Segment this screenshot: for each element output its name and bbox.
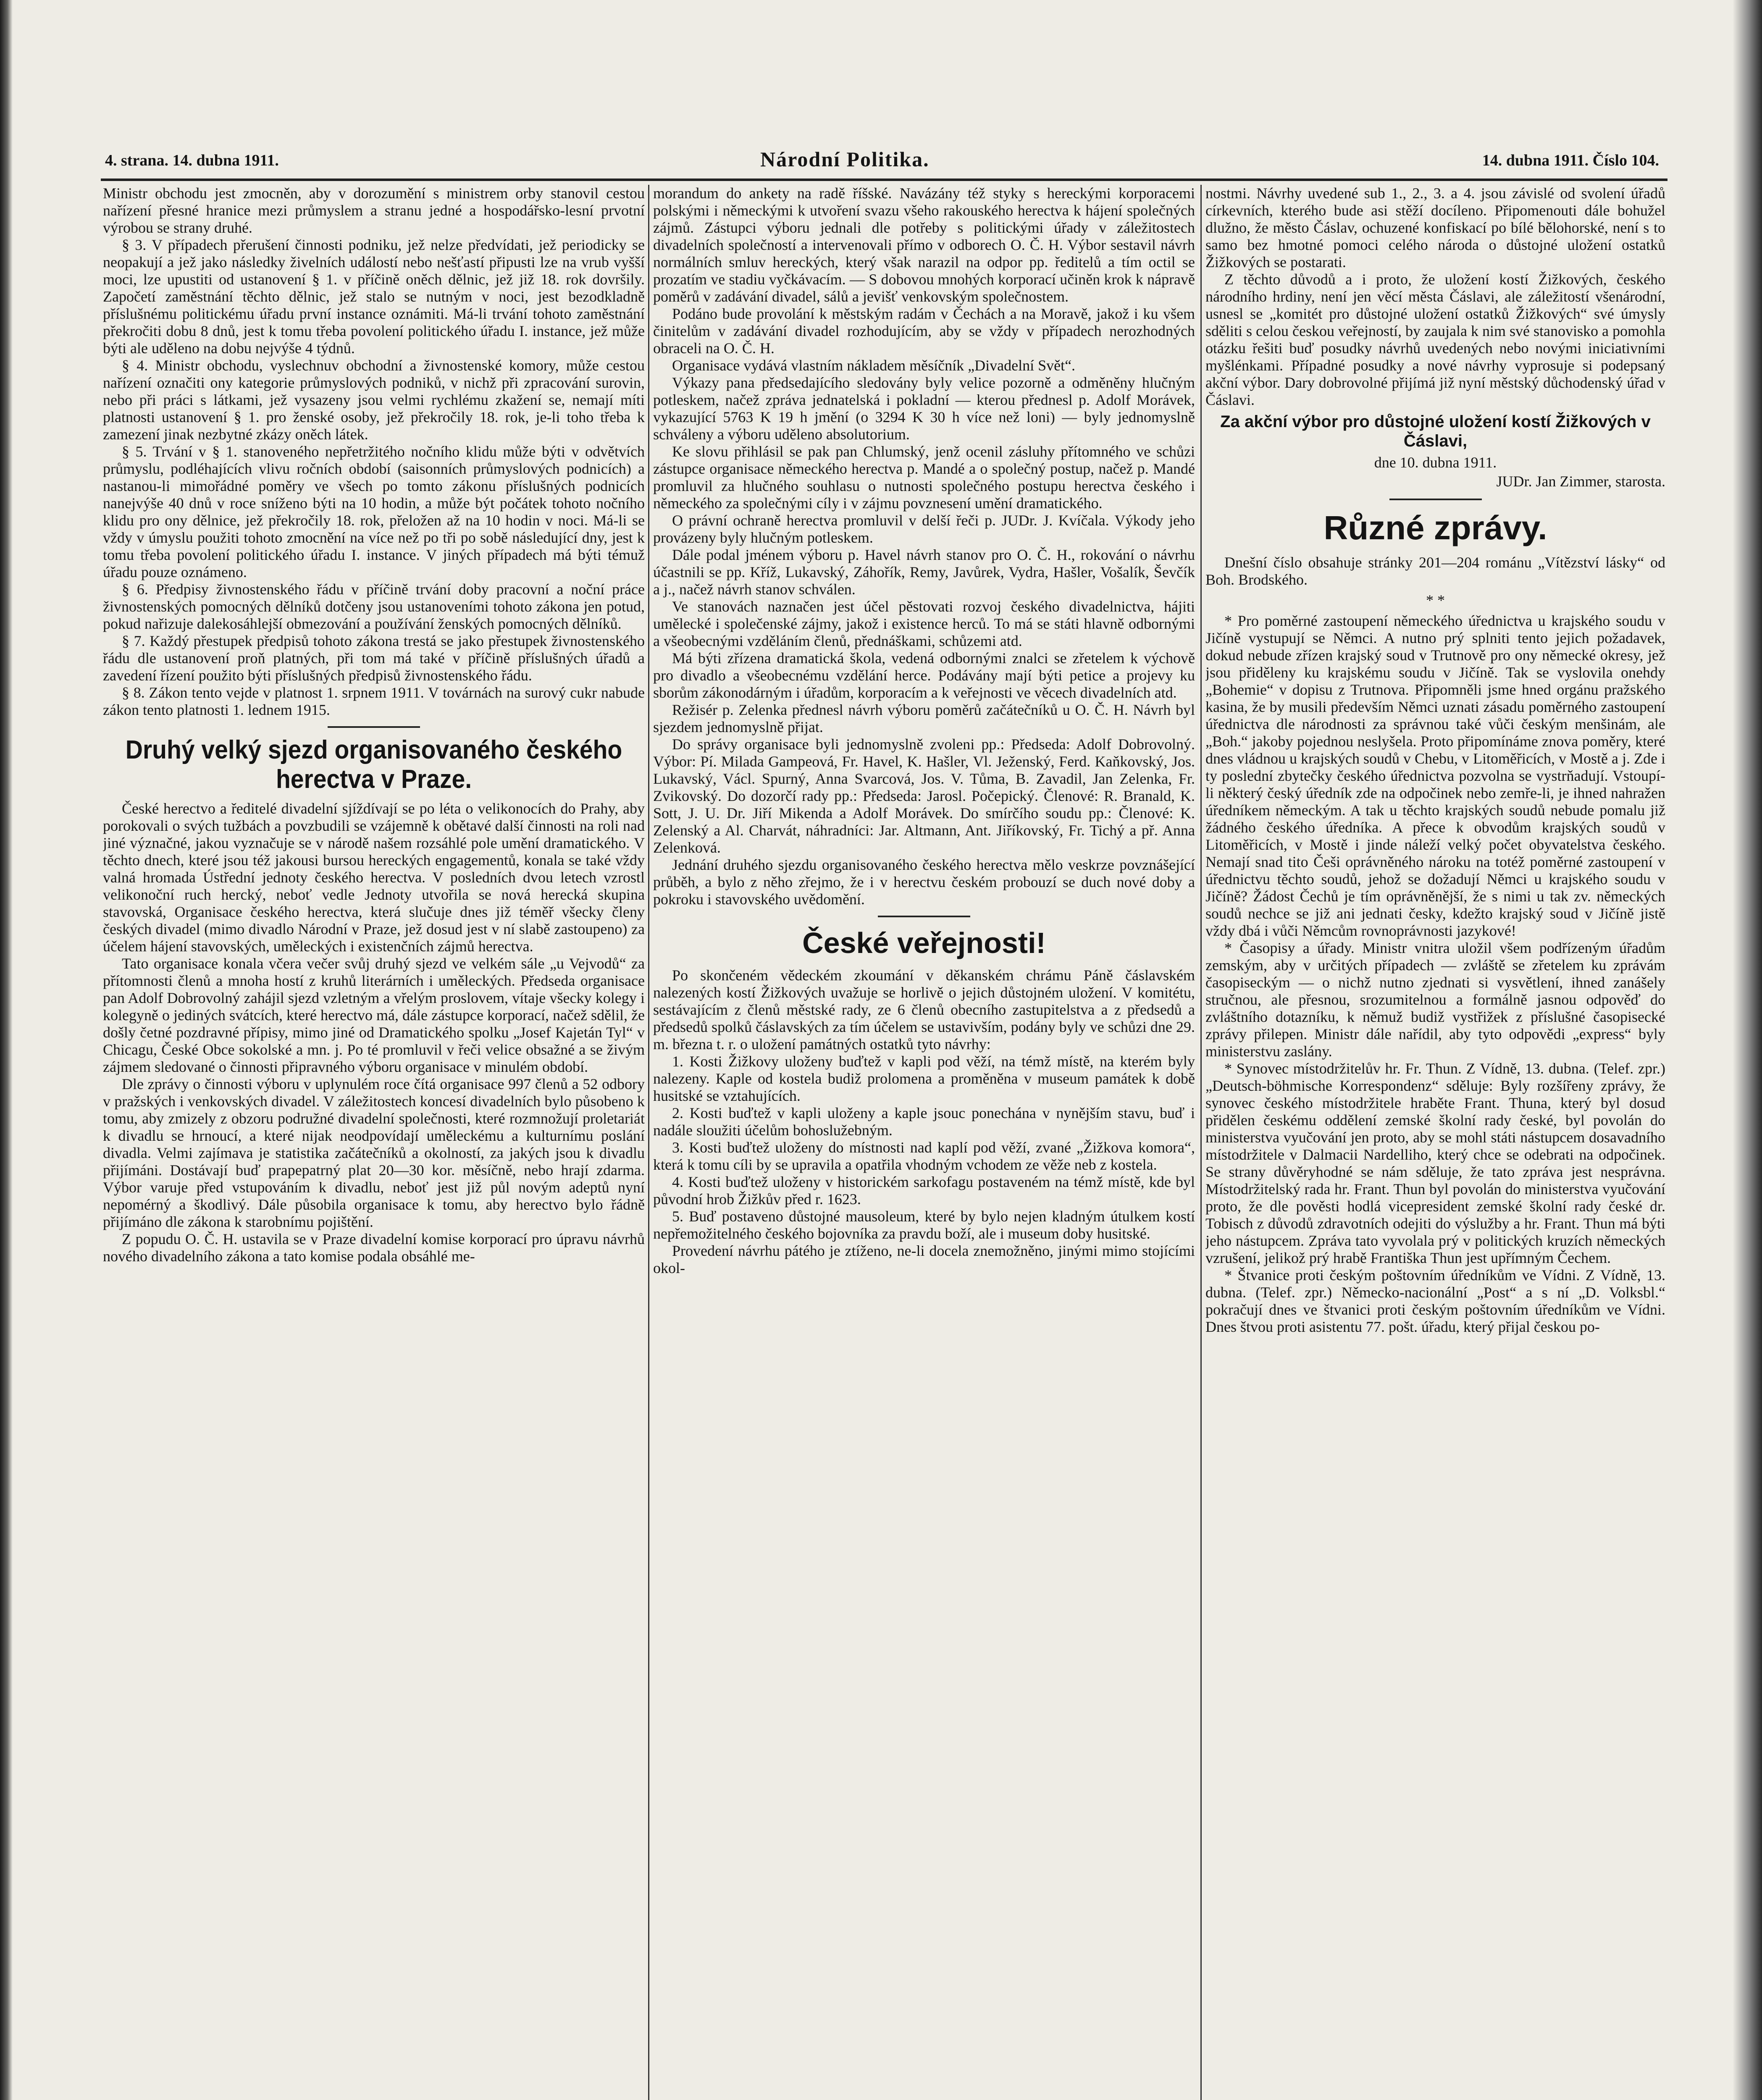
paragraph: Do správy organisace byli jednomyslně zvoleni pp.: Předseda: Adolf Dobrovolný. Výbor: Pí. Milada Gampeová, Fr. Havel, K. Hašler, Vl. Ježenský, Ferd. Kaňkovský, Jos. Lukavský, Václ. Spurný, Anna Svarcová, Jos. V. Tůma, B. Zavadil, Jan Zelenka, Fr. Zvikovský. Do dozorčí rady pp.: Předseda: Jarosl. Počepický. Členové: R. Branald, K. Sott, J. U. Dr. Jiří Mikenda a Adolf Morávek. Do smírčího soudu pp.: Členové: K. Zelenský a Al. Charvát, náhradníci: Jar. Altmann, Ant. Jiříkovský, Fr. Tichý a př. Anna Zelenková. [653, 736, 1195, 856]
paragraph: Z popudu O. Č. H. ustavila se v Praze divadelní komise korporací pro úpravu návrhů nového divadelního zákona a tato komise podala obsáhlé me- [103, 1231, 645, 1265]
appeal-date: dne 10. dubna 1911. [1374, 454, 1497, 471]
paragraph: Má býti zřízena dramatická škola, vedená odbornými znalci se zřetelem k výchově pro divadlo a všeobecnému vzdělání herce. Podávány mají býti petice a projevy ku sborům zákonodárným i úřadům, korporacím a k veřejnosti ve věcech divadelních atd. [653, 650, 1195, 701]
section-divider [878, 916, 970, 917]
news-item: * Štvanice proti českým poštovním úředníkům ve Vídni. Z Vídně, 13. dubna. (Telef. zpr.) Německo-nacionální „Post“ a s ní „D. Volksbl.“ pokračují dnes ve štvanici proti českým poštovním úředníkům ve Vídni. Dnes štvou proti asistentu 77. pošt. úřadu, který přijal českou po- [1205, 1267, 1665, 1335]
paragraph: 4. Kosti buďtež uloženy v historickém sarkofagu postaveném na témž místě, kde byl původní hrob Žižkův před r. 1623. [653, 1173, 1195, 1208]
section-divider [1389, 499, 1482, 500]
header-page-date: 4. strana. 14. dubna 1911. [105, 152, 279, 169]
paragraph: Ve stanovách naznačen jest účel pěstovati rozvoj českého divadelnictva, hájiti umělecké i společenské zájmy, jakož i existence herců. To má se státi hlavně odbornými a všeobecnými vzděláním členů, přednáškami, schůzemi atd. [653, 598, 1195, 649]
scan-edge-right [1733, 0, 1762, 2100]
paragraph: Dnešní číslo obsahuje stránky 201—204 románu „Vítězství lásky“ od Boh. Brodského. [1205, 554, 1665, 588]
committee-appeal: Za akční výbor pro důstojné uložení kostí Žižkových v Čáslavi, [1220, 412, 1651, 450]
news-item: * Pro poměrné zastoupení německého úřednictva u krajského soudu v Jičíně vystupují se Němci. A nutno prý splniti tento jejich požadavek, dokud nebude zřízen krajský soud v Trutnově pro ony německé okresy, jež jsou přiděleny ku krajskému soudu v Jičíně. Tak se vyslovila onehdy „Bohemie“ v dopisu z Trutnova. Připomněli jsme hned orgánu pražského kasina, že by musili především Němci uznati zásadu poměrného zastoupení úřednictva dle národnosti za správnou také vůči českým menšinám, ale „Boh.“ jakoby pojednou neslyšela. Proto připomínáme znova poměry, které dnes vládnou u krajských soudů v Chebu, v Litoměřicích, v Mostě a j. Zde i ty poslední zbytečky českého úřednictva pozvolna se vystrňadují. Vstoupí-li některý český úředník zde na odpočinek nebo zemře-li, je ihned nahražen úředníkem německým. A tak u těchto krajských soudů nebude pomalu již žádného českého úředníka. A přece k obvodům krajských soudů v Litoměřicích, v Mostě i jinde náleží velký počet obyvatelstva českého. Nemají snad tito Češi oprávněného nároku na totéž poměrné zastoupení v úřednictvu těchto soudů, jehož se dožadují Němci u krajského soudu v Jičíně? Žádost Čechů je tím oprávněnější, že s nimi u tak zv. německých soudů nechce se již ani jednati česky, kdežto krajský soud v Jičíně jistě vždy dbá i vůči Němcům rovnoprávnosti jazykové! [1205, 612, 1665, 939]
signature-line: JUDr. Jan Zimmer, starosta. [1496, 473, 1665, 490]
paragraph: České herectvo a ředitelé divadelní sjíždívají se po léta o velikonocích do Prahy, aby porokovali o svých tužbách a povzbudili se vzájemně k obětavé další činnosti na roli nad jiné význačné, jakou vyznačuje se v národě našem rozsáhlé pole umění dramatického. V těchto dnech, které jsou též jakousi bursou hereckých engagementů, konala se také vždy valná hromada Ústřední jednoty českého herectva. V posledních dvou letech vzrostl velikonoční ruch hercký, neboť vedle Jednoty utvořila se nová herecká skupina stavovská, Organisace českého herectva, která slučuje dnes již téměř všecky členy českých divadel (mimo divadlo Národní v Praze, jež dosud jest v ní slabě zastoupeno) za účelem hájení stavovských, uměleckých i existenčních zájmů herectva. [103, 800, 645, 955]
header-issue-number: 14. dubna 1911. Číslo 104. [1482, 152, 1659, 169]
section-divider [328, 726, 420, 728]
paragraph: Jednání druhého sjezdu organisovaného českého herectva mělo veskrze povznášející průběh, a bylo z něho zřejmo, že i v herectvu českém probouzí se duch nové doby a pokroku i stavovského uvědomění. [653, 856, 1195, 908]
paragraph: nostmi. Návrhy uvedené sub 1., 2., 3. a 4. jsou závislé od svolení úřadů církevních, kterého bude asi stěží docíleno. Připomenouti dále bohužel dlužno, že město Čáslav, ochuzené konfiskací po bílé bělohorské, není s to samo bez hmotné pomoci celého národa o důstojné uložení ostatků Žižkových se postarati. [1205, 185, 1665, 270]
page-header [105, 147, 1659, 181]
paragraph: § 7. Každý přestupek předpisů tohoto zákona trestá se jako přestupek živnostenského řádu dle ustanovení proň platných, při tom má také v příčině příslušných úřadů a zavedení řízení použito býti příslušných předpisů živnostenského řádu. [103, 633, 645, 684]
paragraph: 5. Buď postaveno důstojné mausoleum, které by bylo nejen kladným útulkem kostí nepřemožitelného českého bojovníka za pravdu boží, ale i museum doby husitské. [653, 1208, 1195, 1242]
paragraph: Dle zprávy o činnosti výboru v uplynulém roce čítá organisace 997 členů a 52 odbory v pražských i venkovských divadel. V záležitostech koncesí divadelních bylo působeno k tomu, aby zmizely z obzoru podružné divadelní společnosti, které rozmnožují proletariát k divadlu se hrnoucí, a které nijak neodpovídají uměleckému a kulturnímu poslání divadla. Velmi zajímava je statistika začátečníků a okolností, za jakých jsou k divadlu přijímáni. Dostávají buď prapepatrný plat 20—30 kor. měsíčně, nebo hrají zdarma. Výbor varuje před vstupováním k divadlu, neboť jest již půl novým adeptů nyní nepomérný a škodlivý. Dále působila organisace k tomu, aby herectvo bylo řádně přijímáno dle zákona k starobnímu pojištění. [103, 1076, 645, 1230]
paragraph: § 6. Předpisy živnostenského řádu v příčině trvání doby pracovní a noční práce živnostenských pomocných dělníků dotčeny jsou ustanoveními tohoto zákona jen potud, pokud nařizuje dalekosáhlejší obmezování a používání ženských pomocných dělníků. [103, 581, 645, 632]
scan-edge-left [0, 0, 13, 2100]
paragraph: Režisér p. Zelenka přednesl návrh výboru poměrů začátečníků u O. Č. H. Návrh byl sjezdem jednomyslně přijat. [653, 701, 1195, 735]
paragraph: O právní ochraně herectva promluvil v delší řeči p. JUDr. J. Kvíčala. Výkody jeho provázeny byly hlučným potleskem. [653, 512, 1195, 546]
paragraph: Ke slovu přihlásil se pak pan Chlumský, jenž ocenil zásluhy přítomného ve schůzi zástupce organisace německého herectva p. Mandé a o společný postup, načež p. Mandé promluvil za hlučného souhlasu o nutnosti společného postupu herectva českého i německého za společnými cíly i v zájmu povznesení umění dramatického. [653, 443, 1195, 512]
column-2 [653, 185, 1195, 2100]
column-1 [103, 185, 645, 2100]
separator-stars: * * [1426, 592, 1445, 609]
paragraph: 1. Kosti Žižkovy uloženy buďtež v kapli pod věží, na témž místě, na kterém byly nalezeny. Kaple od kostela budiž prolomena a proměněna v museum památek k době husitské se vztahujících. [653, 1053, 1195, 1104]
paragraph: Po skončeném vědeckém zkoumání v děkanském chrámu Páně čáslavském nalezených kostí Žižkových uvažuje se horlivě o jejich důstojném uložení. V komitétu, sestávajícím z členů městské rady, ze 6 členů obecního zastupitelstva a z předsedů a předsedů spolků čáslavských za tím účelem se ustavivším, podány byly ve schůzi dne 29. m. března t. r. o uložení památných ostatků tyto návrhy: [653, 967, 1195, 1053]
column-divider [648, 185, 649, 2100]
paragraph: § 8. Zákon tento vejde v platnost 1. srpnem 1911. V továrnách na surový cukr nabude zákon tento platnosti 1. lednem 1915. [103, 684, 645, 718]
article-headline: České veřejnosti! [802, 927, 1046, 959]
paragraph: 3. Kosti buďtež uloženy do místnosti nad kaplí pod věží, zvané „Žižkova komora“, která k tomu cíli by se upravila a opatřila vhodným vchodem ze věže neb z kostela. [653, 1139, 1195, 1173]
paragraph: Z těchto důvodů a i proto, že uložení kostí Žižkových, českého národního hrdiny, není jen věcí města Čáslavi, ale záležitostí všenárodní, usnesl se „komitét pro důstojné uložení ostatků Žižkových“ své úmysly sděliti s celou českou veřejností, by zaujala k nim své stanovisko a pomohla otázku řešiti buď posudky návrhů uvedených nebo novými iniciativními myšlénkami. Případné posudky a nové návrhy vyprosuje si podepsaný akční výbor. Dary dobrovolné přijímá již nyní městský důchodenský úřad v Čáslavi. [1205, 271, 1665, 408]
paragraph: § 4. Ministr obchodu, vyslechnuv obchodní a živnostenské komory, může cestou nařízení označiti ony kategorie průmyslových podniků, v nichž při zpracování surovin, nebo při práci s látkami, jež vysazeny jsou velmi rychlému zkažení se, nemají míti platnosti ustanovení § 1. pro ženské osoby, jež překročily 18. rok, je-li toho třeba k zamezení jinak nezbytné zkázy oněch látek. [103, 357, 645, 443]
paragraph: § 3. V případech přerušení činnosti podniku, jež nelze předvídati, jež periodicky se neopakují a jež jako následky živelních událostí nebo nešťastí připusti lze na vrub vyšší moci, lze upustiti od ustanovení § 1. v příčině oněch dělnic, jež již 18. rok dovršily. Započetí zaměstnání těchto dělnic, jež stalo se nutným v noci, jest bezodkladně příslušnému politickému úřadu první instance oznámiti. Má-li trvání tohoto zaměstnání překročiti dobu 8 dnů, jest k tomu třeba povolení politického úřadu I. instance, jež může býti ale uděleno na dobu nejvýše 4 týdnů. [103, 236, 645, 357]
paragraph: Dále podal jménem výboru p. Havel návrh stanov pro O. Č. H., rokování o návrhu účastnili se pp. Kříž, Lukavský, Záhořík, Remy, Javůrek, Vydra, Hašler, Vošalík, Ševčík a j., načež návrh stanov schválen. [653, 546, 1195, 598]
column-3 [1205, 185, 1665, 2100]
paragraph: Podáno bude provolání k městským radám v Čechách a na Moravě, jakož i ku všem činitelům v zadávání divadel rozhodujícím, aby se vždy v případech nerozhodných obraceli na O. Č. H. [653, 305, 1195, 357]
article-headline: Druhý velký sjezd organisovaného českého herectva v Praze. [125, 735, 622, 794]
paragraph: Organisace vydává vlastním nákladem měsíčník „Divadelní Svět“. [672, 357, 1076, 374]
news-item: * Časopisy a úřady. Ministr vnitra uložil všem podřízeným úřadům zemským, aby v určitých případech — zvláště se zřetelem ku zprávám časopiseckým — o nichž nutno zjednati si vysvětlení, ihned zanášely stručnou, ale přesnou, srozumitelnou a formálně jasnou odpověď do zvláštního dotazníku, k němuž budiž vystřižek z příslušné časopisecké zprávy přilepen. Ministr dále nařídil, aby tyto odpovědi „express“ byly ministerstvu zaslány. [1205, 940, 1665, 1060]
paragraph: Provedení návrhu pátého je ztíženo, ne-li docela znemožněno, jinými mimo stojícími okol- [653, 1242, 1195, 1276]
paragraph: 2. Kosti buďtež v kapli uloženy a kaple jsouc ponechána v nynějším stavu, buď i nadále sloužiti účelům bohoslužebným. [653, 1105, 1195, 1139]
header-rule [101, 178, 1667, 181]
news-item: * Synovec místodržitelův hr. Fr. Thun. Z Vídně, 13. dubna. (Telef. zpr.) „Deutsch-böhmische Korrespondenz“ sděluje: Byly rozšířeny zprávy, že synovec českého místodržitele hraběte Frant. Thuna, který byl dosud přidělen českému oddělení zemské školní rady české, byl povolán do ministerstva vyučování jen proto, aby se mohl státi nástupcem dosavadního místodržitele v Dalmacii Nardelliho, který chce se odebrati na odpočinek. Se strany důvěryhodné se nám sděluje, že tato zpráva jest nesprávna. Místodržitelský rada hr. Frant. Thun byl povolán do ministerstva vyučování proto, že dle pověsti hodlá vicepresident zemské školní rady české dr. Tobisch z důvodů zdravotních odejiti do výslužby a hr. Frant. Thun má býti jeho nástupcem. Zpráva tato vyvolala prý v politických kruzích německých vzrušení, jelikož prý hrabě Františka Thun jest upřímným Čechem. [1205, 1060, 1665, 1266]
section-headline: Různé zprávy. [1323, 509, 1547, 546]
paragraph: Výkazy pana předsedajícího sledovány byly velice pozorně a odměněny hlučným potleskem, načež zpráva jednatelská i pokladní — kterou přednesl p. Adolf Morávek, vykazující 5763 K 19 h jmění (o 3294 K 30 h více než loni) — byly jednomyslně schváleny a výboru uděleno absolutorium. [653, 374, 1195, 443]
paragraph: § 5. Trvání v § 1. stanoveného nepřetržitého nočního klidu může býti v odvětvích průmyslu, podléhajících vlivu ročních období (saisonních průmyslových podnicích) a nastanou-li mimořádné poměry ve všech po tomto zákonu příslušných podnicích nanejvýše 40 dnů v roce sníženo býti na 10 hodin, a může být počátek tohoto nočního klidu pro ony dělnice, jež překročily 18. rok, přeložen až na 10 hodin v noci. Má-li se vždy v úmyslu použiti tohoto zmocnění na více než po tři po sobě následující dny, jest k tomu třeba povolení politického úřadu I. instance. V jiných případech má býti témuž úřadu pouze oznámeno. [103, 443, 645, 580]
column-divider [1200, 185, 1202, 2100]
paragraph: Tato organisace konala včera večer svůj druhý sjezd ve velkém sále „u Vejvodů“ za přítomnosti členů a mnoha hostí z kruhů literárních i uměleckých. Předseda organisace pan Adolf Dobrovolný zahájil sjezd vzletným a vřelým proslovem, vítaje všecky kolegy i kolegyně o jediných svátcích, které herectvo má, dále zástupce korporací, načež sdělil, že došly četné pozdravné přípisy, mimo jiné od Dramatického spolku „Josef Kajetán Tyl“ v Chicagu, České Obce sokolské a mn. j. Po té promluvil v řeči velice obsažné a se živým zájmem sledované o činnosti připravného výboru organisace v minulém období. [103, 955, 645, 1075]
masthead-title: Národní Politika. [760, 147, 930, 171]
paragraph: morandum do ankety na radě říšské. Navázány též styky s hereckými korporacemi polskými i německými k utvoření svazu všeho rakouského herectva k hájení společných zájmů. Zástupci výboru jednali dle potřeby s politickými úřady v záležitostech divadelních společností a intervenovali přímo v odborech O. Č. H. Výbor sestavil návrh normálních smluv hereckých, který však narazil na odpor pp. ředitelů a tím octil se prozatím ve stadiu vyčkávacím. — S dobovou mnohých korporací učiněn krok k nápravě poměrů v zadávání divadel, sálů a jevišť venkovským společnostem. [653, 185, 1195, 305]
paragraph: Ministr obchodu jest zmocněn, aby v dorozumění s ministrem orby stanovil cestou nařízení přesné hranice mezi průmyslem a stranu jedné a hospodářsko-lesní prvotní výrobou se strany druhé. [103, 185, 645, 236]
